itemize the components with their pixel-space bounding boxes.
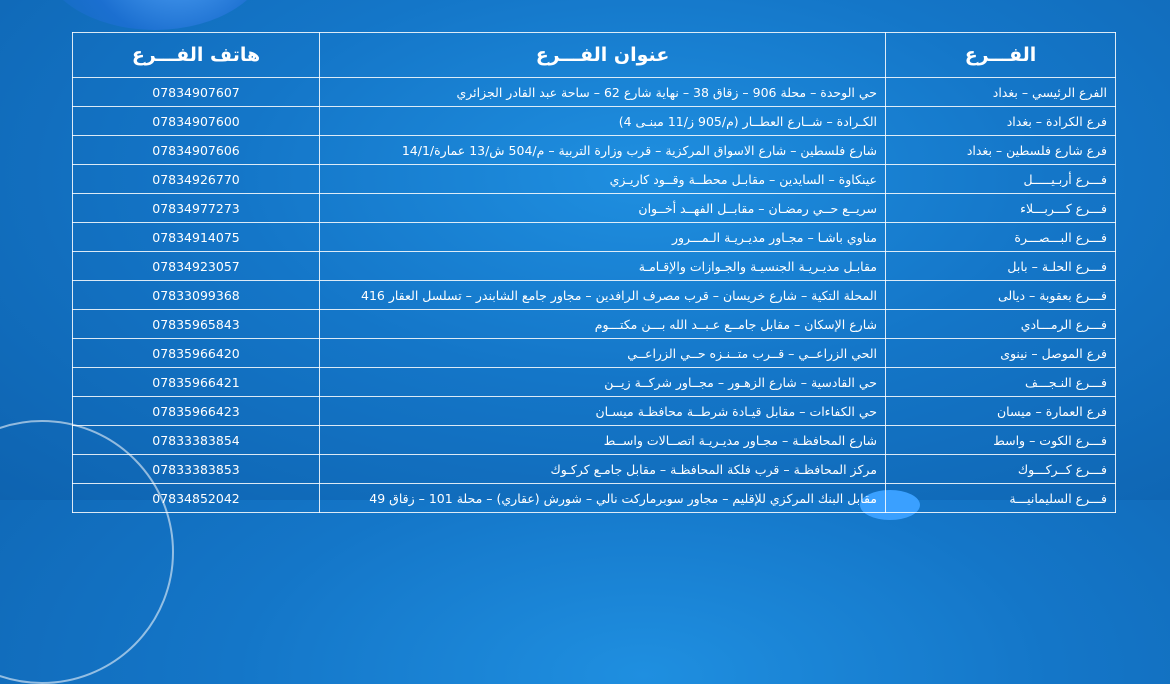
branch-address: حي القادسية – شارع الزهـور – مجــاور شركــة زيــن (320, 368, 886, 397)
branch-address: حي الوحدة – محلة 906 – زقاق 38 – نهاية شارع 62 – ساحة عبد القادر الجزائري (320, 78, 886, 107)
branch-phone: 07834914075 (73, 223, 320, 252)
table-row (73, 194, 1116, 223)
table-row (73, 136, 1116, 165)
branch-address: الحي الزراعــي – قــرب متــنـزه حــي الزراعــي (320, 339, 886, 368)
branch-address: مناوي باشـا – مجـاور مديـريـة الـمـــرور (320, 223, 886, 252)
branch-name: فـــرع كــركـــوك (886, 455, 1116, 484)
branch-name: فـــرع بعقوبة – ديالى (886, 281, 1116, 310)
branch-name: فـــرع السليمانيـــة (886, 484, 1116, 513)
decorative-blob-top (40, 0, 270, 30)
header-address: عنوان الفـــرع (320, 33, 886, 78)
branch-phone: 07833099368 (73, 281, 320, 310)
table-row (73, 252, 1116, 281)
table-row (73, 310, 1116, 339)
branch-address: مركز المحافظـة – قرب فلكة المحافظـة – مقابل جامـع كركـوك (320, 455, 886, 484)
table-row (73, 107, 1116, 136)
branch-phone: 07834926770 (73, 165, 320, 194)
branch-phone: 07834907606 (73, 136, 320, 165)
table-row (73, 281, 1116, 310)
branch-phone: 07834852042 (73, 484, 320, 513)
table-row (73, 368, 1116, 397)
branch-address: مقابل البنك المركزي للإقليم – مجاور سوبرماركت نالي – شورش (عقاري) – محلة 101 – زقاق 49 (320, 484, 886, 513)
branch-phone: 07834923057 (73, 252, 320, 281)
branch-name: فـــرع الحلـة – بابل (886, 252, 1116, 281)
branch-phone: 07834907600 (73, 107, 320, 136)
branch-name: فرع الكرادة – بغداد (886, 107, 1116, 136)
branch-name: فـــرع النـجـــف (886, 368, 1116, 397)
branch-phone: 07835966421 (73, 368, 320, 397)
branch-phone: 07833383853 (73, 455, 320, 484)
branch-name: فـــرع كـــربـــلاء (886, 194, 1116, 223)
branch-address: سريــع حــي رمضـان – مقابــل الفهــد أخــوان (320, 194, 886, 223)
branches-table (72, 32, 1116, 513)
branch-name: فـــرع الكوت – واسط (886, 426, 1116, 455)
branch-address: المحلة التكية – شارع خريسان – قرب مصرف الرافدين – مجاور جامع الشابندر – تسلسل العقار 416 (320, 281, 886, 310)
table-row (73, 223, 1116, 252)
branch-name: فـــرع الرمـــادي (886, 310, 1116, 339)
branch-phone: 07835966420 (73, 339, 320, 368)
branch-phone: 07834907607 (73, 78, 320, 107)
table-row (73, 426, 1116, 455)
branch-phone: 07835966423 (73, 397, 320, 426)
branch-address: شارع فلسطين – شارع الاسواق المركزية – قرب وزارة التربية – م/504 ش/13 عمارة/14/1 (320, 136, 886, 165)
branch-address: الكـرادة – شــارع العطــار (م/905 ز/11 مبنـى 4) (320, 107, 886, 136)
header-phone: هاتف الفـــرع (73, 33, 320, 78)
branch-name: فرع العمارة – ميسان (886, 397, 1116, 426)
table-row (73, 397, 1116, 426)
branch-name: الفرع الرئيسي – بغداد (886, 78, 1116, 107)
branch-phone: 07834977273 (73, 194, 320, 223)
branch-address: حي الكفاءات – مقابل قيـادة شرطــة محافظـة ميسـان (320, 397, 886, 426)
branch-address: شارع المحافظـة – مجـاور مديـريـة اتصــالات واســط (320, 426, 886, 455)
branch-name: فـــرع البـــصـــرة (886, 223, 1116, 252)
table-row (73, 165, 1116, 194)
branch-name: فرع الموصل – نينوى (886, 339, 1116, 368)
table-row (73, 339, 1116, 368)
table-row (73, 484, 1116, 513)
header-branch: الفـــرع (886, 33, 1116, 78)
header-row (73, 33, 1116, 78)
branch-address: مقابـل مديـريـة الجنسيـة والجـوازات والإقـامـة (320, 252, 886, 281)
table-row (73, 455, 1116, 484)
branch-name: فـــرع أربـيـــــل (886, 165, 1116, 194)
branch-phone: 07835965843 (73, 310, 320, 339)
branch-phone: 07833383854 (73, 426, 320, 455)
branch-address: عينكاوة – السايدين – مقابـل محطــة وقــود كاريـزي (320, 165, 886, 194)
branch-address: شارع الإسكان – مقابل جامــع عـبــد الله بـــن مكتـــوم (320, 310, 886, 339)
branch-name: فرع شارع فلسطين – بغداد (886, 136, 1116, 165)
table-row (73, 78, 1116, 107)
